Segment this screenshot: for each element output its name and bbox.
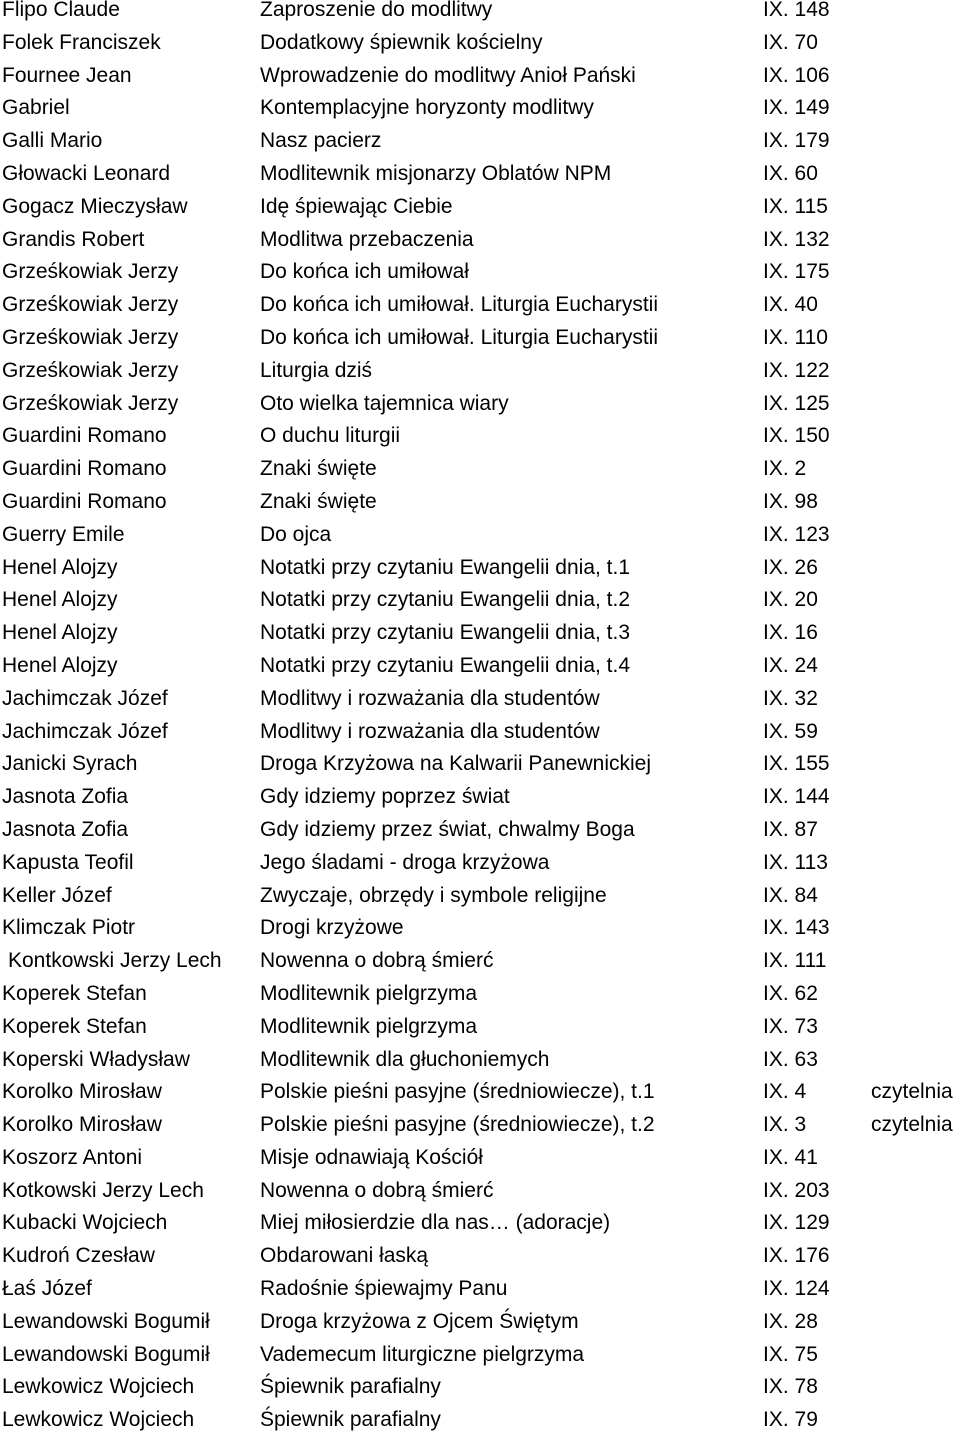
shelf-mark: IX. 41 xyxy=(763,1145,818,1169)
author-name: Kapusta Teofil xyxy=(2,850,134,874)
list-item xyxy=(0,158,960,191)
list-item xyxy=(0,814,960,847)
author-name: Głowacki Leonard xyxy=(2,161,171,185)
list-item xyxy=(0,27,960,60)
shelf-mark: IX. 2 xyxy=(763,457,807,481)
book-title: Gdy idziemy poprzez świat xyxy=(260,785,510,809)
list-item xyxy=(0,748,960,781)
author-name: Grześkowiak Jerzy xyxy=(2,358,179,382)
book-title: Do końca ich umiłował. Liturgia Eucharystii xyxy=(260,293,659,317)
list-item xyxy=(0,453,960,486)
shelf-mark: IX. 84 xyxy=(763,883,818,907)
shelf-mark: IX. 129 xyxy=(763,1211,830,1235)
list-item xyxy=(0,256,960,289)
list-item xyxy=(0,1076,960,1109)
author-name: Gabriel xyxy=(2,96,70,120)
shelf-mark: IX. 98 xyxy=(763,489,818,513)
list-item xyxy=(0,1011,960,1044)
shelf-mark: IX. 148 xyxy=(763,0,830,21)
book-title: O duchu liturgii xyxy=(260,424,401,448)
shelf-mark: IX. 32 xyxy=(763,686,818,710)
book-title: Do ojca xyxy=(260,522,332,546)
author-name: Henel Alojzy xyxy=(2,555,118,579)
book-title: Drogi krzyżowe xyxy=(260,916,404,940)
book-title: Śpiewnik parafialny xyxy=(260,1408,441,1432)
book-title: Modlitewnik pielgrzyma xyxy=(260,1014,478,1038)
book-title: Radośnie śpiewajmy Panu xyxy=(260,1277,508,1301)
author-name: Jachimczak Józef xyxy=(2,719,168,743)
shelf-mark: IX. 110 xyxy=(763,325,828,349)
shelf-mark: IX. 75 xyxy=(763,1342,818,1366)
shelf-mark: IX. 3 xyxy=(763,1113,807,1137)
book-title: Notatki przy czytaniu Ewangelii dnia, t.4 xyxy=(260,653,631,677)
book-title: Droga krzyżowa z Ojcem Świętym xyxy=(260,1309,579,1333)
shelf-mark: IX. 63 xyxy=(763,1047,818,1071)
book-title: Idę śpiewając Ciebie xyxy=(260,194,453,218)
author-name: Grześkowiak Jerzy xyxy=(2,391,179,415)
list-item xyxy=(0,912,960,945)
shelf-mark: IX. 176 xyxy=(763,1244,830,1268)
book-title: Zwyczaje, obrzędy i symbole religijne xyxy=(260,883,607,907)
book-title: Modlitwy i rozważania dla studentów xyxy=(260,686,600,710)
book-title: Znaki święte xyxy=(260,489,377,513)
list-item xyxy=(0,519,960,552)
author-name: Łaś Józef xyxy=(2,1277,92,1301)
shelf-mark: IX. 28 xyxy=(763,1309,818,1333)
author-name: Henel Alojzy xyxy=(2,621,118,645)
author-name: Kontkowski Jerzy Lech xyxy=(8,949,222,973)
book-title: Obdarowani łaską xyxy=(260,1244,429,1268)
list-item xyxy=(0,1044,960,1077)
location-note: czytelnia xyxy=(871,1080,953,1104)
book-title: Oto wielka tajemnica wiary xyxy=(260,391,509,415)
author-name: Jasnota Zofia xyxy=(2,817,129,841)
list-item xyxy=(0,617,960,650)
list-item xyxy=(0,1371,960,1404)
author-name: Kudroń Czesław xyxy=(2,1244,155,1268)
author-name: Fournee Jean xyxy=(2,63,132,87)
shelf-mark: IX. 4 xyxy=(763,1080,807,1104)
shelf-mark: IX. 24 xyxy=(763,653,818,677)
book-title: Miej miłosierdzie dla nas… (adoracje) xyxy=(260,1211,611,1235)
list-item xyxy=(0,289,960,322)
book-title: Polskie pieśni pasyjne (średniowiecze), t.2 xyxy=(260,1113,655,1137)
author-name: Grześkowiak Jerzy xyxy=(2,325,179,349)
author-name: Keller Józef xyxy=(2,883,112,907)
book-title: Notatki przy czytaniu Ewangelii dnia, t.1 xyxy=(260,555,631,579)
book-title: Modlitwy i rozważania dla studentów xyxy=(260,719,600,743)
list-item xyxy=(0,847,960,880)
author-name: Henel Alojzy xyxy=(2,588,118,612)
author-name: Koperek Stefan xyxy=(2,1014,147,1038)
list-item xyxy=(0,584,960,617)
list-item xyxy=(0,880,960,913)
list-item xyxy=(0,420,960,453)
author-name: Jasnota Zofia xyxy=(2,785,129,809)
author-name: Grześkowiak Jerzy xyxy=(2,293,179,317)
book-title: Nasz pacierz xyxy=(260,129,382,153)
book-title: Zaproszenie do modlitwy xyxy=(260,0,493,21)
list-item xyxy=(0,945,960,978)
shelf-mark: IX. 124 xyxy=(763,1277,830,1301)
list-item xyxy=(0,191,960,224)
author-name: Kotkowski Jerzy Lech xyxy=(2,1178,204,1202)
book-title: Modlitwa przebaczenia xyxy=(260,227,474,251)
author-name: Lewandowski Bogumił xyxy=(2,1342,210,1366)
book-title: Gdy idziemy przez świat, chwalmy Boga xyxy=(260,817,635,841)
author-name: Jachimczak Józef xyxy=(2,686,168,710)
author-name: Guardini Romano xyxy=(2,457,167,481)
book-title: Kontemplacyjne horyzonty modlitwy xyxy=(260,96,594,120)
author-name: Guardini Romano xyxy=(2,489,167,513)
book-title: Modlitewnik misjonarzy Oblatów NPM xyxy=(260,161,612,185)
list-item xyxy=(0,683,960,716)
shelf-mark: IX. 132 xyxy=(763,227,830,251)
author-name: Koszorz Antoni xyxy=(2,1145,143,1169)
list-item xyxy=(0,125,960,158)
list-item xyxy=(0,1109,960,1142)
book-title: Jego śladami - droga krzyżowa xyxy=(260,850,550,874)
book-title: Nowenna o dobrą śmierć xyxy=(260,1178,494,1202)
shelf-mark: IX. 20 xyxy=(763,588,818,612)
author-name: Gogacz Mieczysław xyxy=(2,194,188,218)
shelf-mark: IX. 16 xyxy=(763,621,818,645)
book-title: Modlitewnik dla głuchoniemych xyxy=(260,1047,550,1071)
author-name: Grandis Robert xyxy=(2,227,145,251)
author-name: Kubacki Wojciech xyxy=(2,1211,168,1235)
book-title: Misje odnawiają Kościół xyxy=(260,1145,483,1169)
book-title: Modlitewnik pielgrzyma xyxy=(260,981,478,1005)
list-item xyxy=(0,1175,960,1208)
list-item xyxy=(0,0,960,27)
book-title: Notatki przy czytaniu Ewangelii dnia, t.3 xyxy=(260,621,631,645)
shelf-mark: IX. 113 xyxy=(763,850,828,874)
list-item xyxy=(0,1404,960,1437)
shelf-mark: IX. 111 xyxy=(763,949,827,973)
list-item xyxy=(0,388,960,421)
shelf-mark: IX. 125 xyxy=(763,391,830,415)
author-name: Koperski Władysław xyxy=(2,1047,190,1071)
author-name: Janicki Syrach xyxy=(2,752,138,776)
author-name: Korolko Mirosław xyxy=(2,1113,162,1137)
shelf-mark: IX. 123 xyxy=(763,522,830,546)
shelf-mark: IX. 115 xyxy=(763,194,828,218)
shelf-mark: IX. 143 xyxy=(763,916,830,940)
shelf-mark: IX. 78 xyxy=(763,1375,818,1399)
shelf-mark: IX. 106 xyxy=(763,63,830,87)
shelf-mark: IX. 144 xyxy=(763,785,830,809)
list-item xyxy=(0,224,960,257)
shelf-mark: IX. 62 xyxy=(763,981,818,1005)
book-title: Wprowadzenie do modlitwy Anioł Pański xyxy=(260,63,636,87)
author-name: Lewandowski Bogumił xyxy=(2,1309,210,1333)
shelf-mark: IX. 175 xyxy=(763,260,830,284)
list-item xyxy=(0,552,960,585)
shelf-mark: IX. 122 xyxy=(763,358,830,382)
list-item xyxy=(0,716,960,749)
book-title: Notatki przy czytaniu Ewangelii dnia, t.2 xyxy=(260,588,631,612)
author-name: Lewkowicz Wojciech xyxy=(2,1375,195,1399)
list-item xyxy=(0,322,960,355)
author-name: Korolko Mirosław xyxy=(2,1080,162,1104)
shelf-mark: IX. 26 xyxy=(763,555,818,579)
list-item xyxy=(0,60,960,93)
author-name: Folek Franciszek xyxy=(2,30,161,54)
book-title: Do końca ich umiłował xyxy=(260,260,469,284)
author-name: Galli Mario xyxy=(2,129,103,153)
list-item xyxy=(0,1142,960,1175)
shelf-mark: IX. 150 xyxy=(763,424,830,448)
book-title: Dodatkowy śpiewnik kościelny xyxy=(260,30,543,54)
book-title: Znaki święte xyxy=(260,457,377,481)
shelf-mark: IX. 179 xyxy=(763,129,830,153)
shelf-mark: IX. 70 xyxy=(763,30,818,54)
shelf-mark: IX. 60 xyxy=(763,161,818,185)
shelf-mark: IX. 203 xyxy=(763,1178,830,1202)
shelf-mark: IX. 73 xyxy=(763,1014,818,1038)
book-title: Liturgia dziś xyxy=(260,358,373,382)
author-name: Guardini Romano xyxy=(2,424,167,448)
shelf-mark: IX. 155 xyxy=(763,752,830,776)
list-item xyxy=(0,486,960,519)
list-item xyxy=(0,1273,960,1306)
author-name: Grześkowiak Jerzy xyxy=(2,260,179,284)
list-item xyxy=(0,781,960,814)
author-name: Henel Alojzy xyxy=(2,653,118,677)
author-name: Koperek Stefan xyxy=(2,981,147,1005)
list-item xyxy=(0,355,960,388)
list-item xyxy=(0,92,960,125)
author-name: Klimczak Piotr xyxy=(2,916,136,940)
book-title: Vademecum liturgiczne pielgrzyma xyxy=(260,1342,585,1366)
shelf-mark: IX. 59 xyxy=(763,719,818,743)
book-title: Do końca ich umiłował. Liturgia Eucharystii xyxy=(260,325,659,349)
list-item xyxy=(0,1339,960,1372)
location-note: czytelnia xyxy=(871,1113,953,1137)
shelf-mark: IX. 79 xyxy=(763,1408,818,1432)
shelf-mark: IX. 40 xyxy=(763,293,818,317)
book-title: Śpiewnik parafialny xyxy=(260,1375,441,1399)
author-name: Guerry Emile xyxy=(2,522,125,546)
author-name: Lewkowicz Wojciech xyxy=(2,1408,195,1432)
book-title: Polskie pieśni pasyjne (średniowiecze), t.1 xyxy=(260,1080,655,1104)
book-title: Nowenna o dobrą śmierć xyxy=(260,949,494,973)
author-name: Flipo Claude xyxy=(2,0,120,21)
list-item xyxy=(0,1306,960,1339)
shelf-mark: IX. 87 xyxy=(763,817,818,841)
list-item xyxy=(0,1207,960,1240)
list-item xyxy=(0,650,960,683)
list-item xyxy=(0,1240,960,1273)
book-title: Droga Krzyżowa na Kalwarii Panewnickiej xyxy=(260,752,652,776)
shelf-mark: IX. 149 xyxy=(763,96,830,120)
list-item xyxy=(0,978,960,1011)
